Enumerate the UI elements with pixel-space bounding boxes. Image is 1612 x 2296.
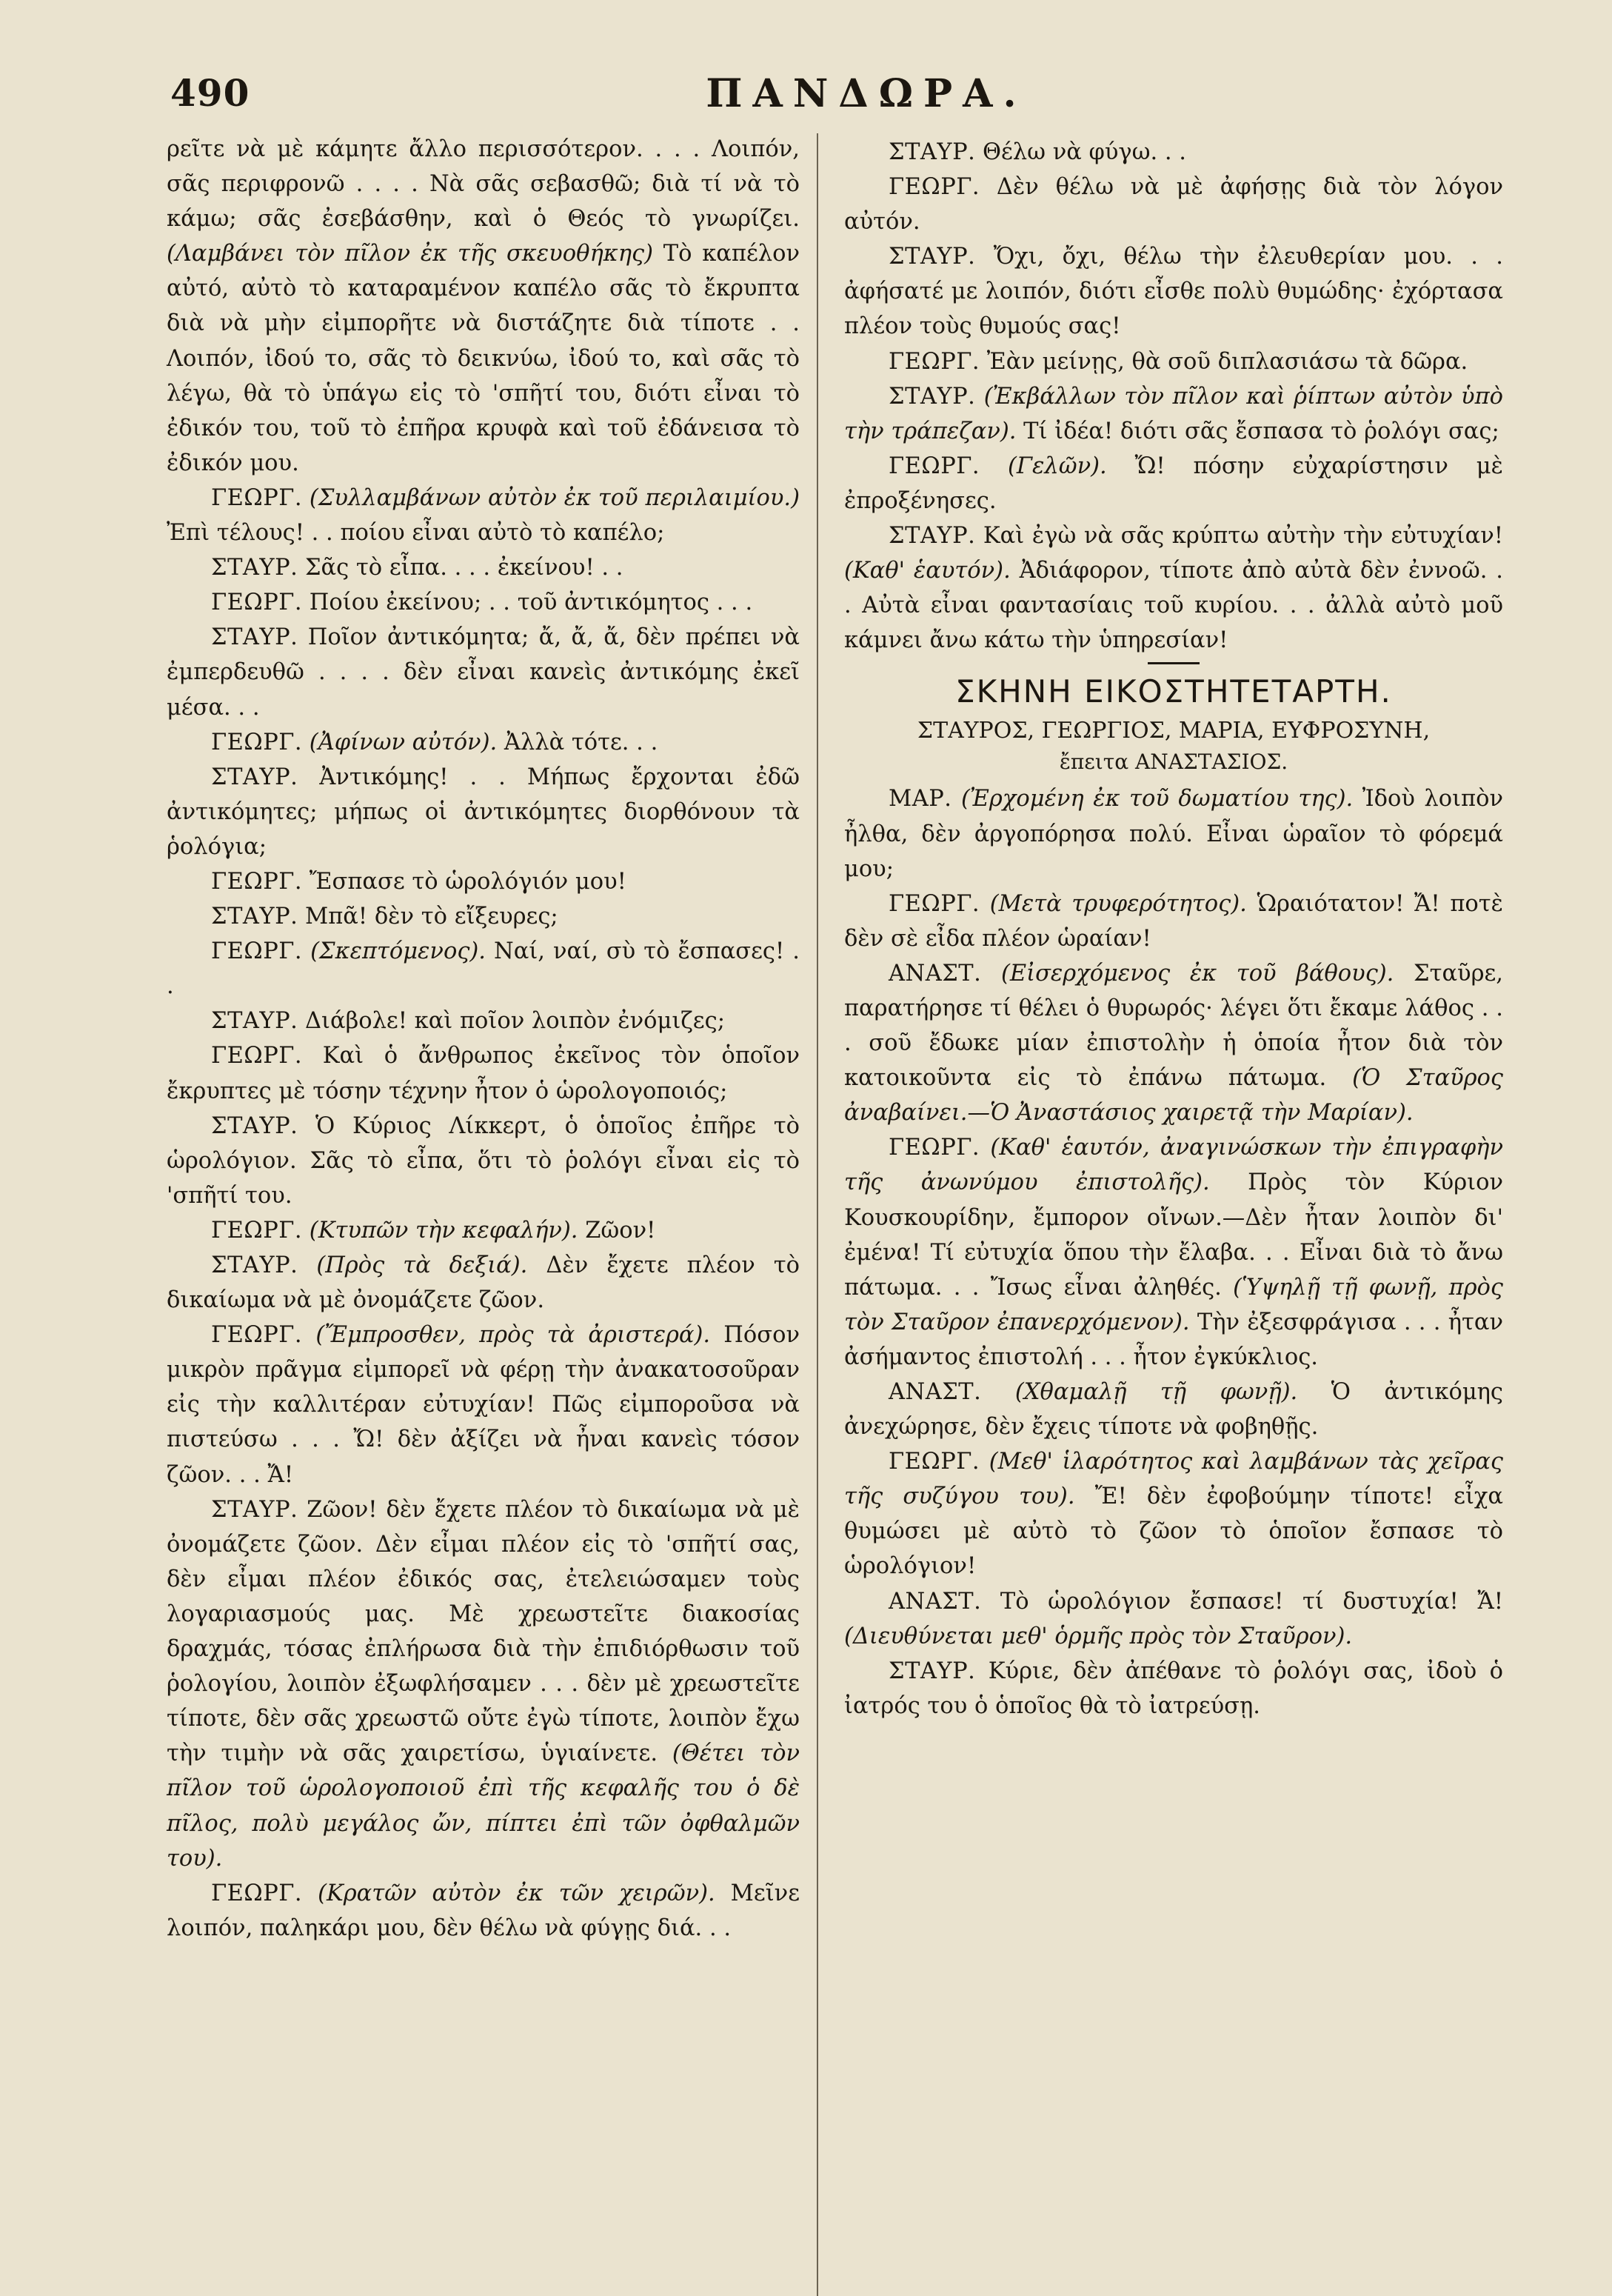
speaker-name: ΣΤΑΥΡ. <box>211 555 298 581</box>
dialogue-text: Κύριε, δὲν ἀπέθανε τὸ ῥολόγι σας, ἰδοὺ ὁ ἰατρός του ὁ ὁποῖος θὰ τὸ ἰατρεύσῃ. <box>844 1658 1503 1719</box>
right-column <box>844 135 1503 1723</box>
speaker-name: ΑΝΑΣΤ. <box>889 1379 982 1405</box>
dialogue-paragraph <box>167 934 800 1004</box>
dialogue-text: Ἀντικόμης! . . Μήπως ἔρχονται ἐδῶ ἀντικόμητες; μήπως οἱ ἀντικόμητες διορθόνουν τὰ ῥολόγια; <box>167 764 800 860</box>
dialogue-text: Ἐπὶ τέλους! . . ποίου εἶναι αὐτὸ τὸ καπέλο; <box>167 520 665 547</box>
dialogue-text: Καὶ ὁ ἄνθρωπος ἐκεῖνος τὸν ὁποῖον ἔκρυπτες μὲ τόσην τέχνην ἦτον ὁ ὡρολογοποιός; <box>167 1043 800 1104</box>
dialogue-text: Ποίου ἐκείνου; . . τοῦ ἀντικόμητος . . . <box>302 590 753 616</box>
dialogue-text <box>980 891 990 917</box>
speaker-name: ΣΤΑΥΡ. <box>211 904 298 930</box>
speaker-name: ΑΝΑΣΤ. <box>889 960 982 987</box>
stage-direction: (Μετὰ τρυφερότητος). <box>989 890 1247 917</box>
stage-direction: (Ἐρχομένη ἐκ τοῦ δωματίου της). <box>961 786 1354 812</box>
dialogue-text: Θέλω νὰ φύγω. . . <box>975 139 1186 165</box>
speaker-name: ΓΕΩΡΓ. <box>211 729 303 755</box>
speaker-name: ΓΕΩΡΓ. <box>889 1449 980 1475</box>
dialogue-text: Τί ἰδέα! διότι σᾶς ἔσπασα τὸ ῥολόγι σας; <box>1016 418 1499 444</box>
speaker-name: ΓΕΩΡΓ. <box>889 174 980 201</box>
left-column <box>167 132 800 1946</box>
dialogue-paragraph <box>844 1654 1503 1723</box>
dialogue-text: Τὸ ὡρολόγιον ἔσπασε! τί δυστυχία! Ἄ! <box>981 1588 1503 1615</box>
speaker-name: ΣΤΑΥΡ. <box>889 1658 976 1684</box>
dialogue-text: Ἀλλὰ τότε. . . <box>497 729 658 755</box>
dialogue-paragraph <box>844 1584 1503 1654</box>
running-title: ΠΑΝΔΩΡΑ. <box>706 71 1027 116</box>
dialogue-text: Δὲν ἔχετε πλέον τὸ δικαίωμα νὰ μὲ ὀνομάζετε ζῶον. <box>167 1252 800 1314</box>
speaker-name: ΓΕΩΡΓ. <box>211 868 303 895</box>
dialogue-text <box>302 730 310 755</box>
dialogue-paragraph <box>167 620 800 724</box>
dialogue-text <box>981 1379 1015 1405</box>
stage-direction: (Συλλαμβάνων αὐτὸν ἐκ τοῦ περιλαιμίου.) <box>309 484 800 511</box>
dialogue-text <box>302 485 310 511</box>
dialogue-text: Ὡραιότατον! Ἄ! ποτὲ δὲν σὲ εἶδα πλέον ὡραίαν! <box>844 890 1503 952</box>
dialogue-paragraph <box>844 344 1503 379</box>
speaker-name: ΜΑΡ. <box>889 786 952 812</box>
dialogue-paragraph <box>167 132 800 481</box>
speaker-name: ΣΤΑΥΡ. <box>211 624 298 651</box>
dialogue-paragraph <box>844 449 1503 518</box>
dialogue-paragraph <box>844 887 1503 956</box>
speaker-name: ΣΤΑΥΡ. <box>889 383 976 410</box>
scene-cast: ΣΤΑΥΡΟΣ, ΓΕΩΡΓΙΟΣ, ΜΑΡΙΑ, ΕΥΦΡΟΣΥΝΗ, <box>917 718 1431 744</box>
dialogue-paragraph <box>844 1130 1503 1375</box>
stage-direction: (Κτυπῶν τὴν κεφαλήν). <box>309 1217 578 1244</box>
speaker-name: ΓΕΩΡΓ. <box>211 938 303 965</box>
scene-cast-after: ἔπειτα ΑΝΑΣΤΑΣΙΟΣ. <box>1059 750 1288 775</box>
dialogue-text: Ποῖον ἀντικόμητα; ἄ, ἄ, ἄ, δὲν πρέπει νὰ ἐμπερδευθῶ . . . . δὲν εἶναι κανεὶς ἀντικόμης ἐκεῖ μέσα. . . <box>167 624 800 721</box>
dialogue-text <box>302 1218 310 1244</box>
dialogue-text <box>298 1252 316 1278</box>
dialogue-text <box>302 1880 318 1906</box>
speaker-name: ΓΕΩΡΓ. <box>211 1880 303 1906</box>
dialogue-paragraph <box>167 864 800 899</box>
dialogue-paragraph <box>844 135 1503 170</box>
speaker-name: ΓΕΩΡΓ. <box>889 890 980 917</box>
dialogue-paragraph <box>167 1318 800 1492</box>
dialogue-paragraph <box>167 760 800 864</box>
speaker-name: ΣΤΑΥΡ. <box>889 139 976 165</box>
dialogue-text: Πρὸς τὸν Κύριον Κουσκουρίδην, ἔμπορον οἴνων.—Δὲν ἦταν λοιπὸν δι' ἐμένα! Τί εὐτυχία ὅπου τὴν ἔλαβα. . . Εἶναι διὰ τὸ ἄνω πάτωμα. . . Ἴσως εἶναι ἀληθές. <box>844 1169 1503 1301</box>
stage-direction: (Ὁ Σταῦρος ἀναβαίνει.—Ὁ Ἀναστάσιος χαιρετᾷ τὴν Μαρίαν). <box>844 1065 1503 1127</box>
dialogue-text <box>980 1449 989 1475</box>
dialogue-text <box>981 961 1001 987</box>
dialogue-paragraph <box>844 170 1503 239</box>
stage-direction: (Λαμβάνει τὸν πῖλον ἐκ τῆς σκευοθήκης) <box>167 241 653 267</box>
dialogue-text <box>975 384 983 410</box>
dialogue-text: Μεῖνε λοιπόν, παληκάρι μου, δὲν θέλω νὰ φύγῃς διά. . . <box>167 1880 800 1941</box>
dialogue-paragraph <box>167 1248 800 1318</box>
dialogue-text: Σταῦρε, παρατήρησε τί θέλει ὁ θυρωρός· λέγει ὅτι ἔκαμε λάθος . . . σοῦ ἔδωκε μίαν ἐπιστολὴν ἡ ὁποία ἦτον διὰ τὸν κατοικοῦντα εἰς τὸ ἐπάνω πάτωμα. <box>844 960 1504 1092</box>
speaker-name: ΣΤΑΥΡ. <box>889 244 976 270</box>
speaker-name: ΓΕΩΡΓ. <box>889 453 980 479</box>
stage-direction: (Θέτει τὸν πῖλον τοῦ ὡρολογοποιοῦ ἐπὶ τῆς κεφαλῆς του ὁ δὲ πῖλος, πολὺ μεγάλος ὤν, πίπτει ἐπὶ τῶν ὀφθαλμῶν του). <box>167 1741 800 1872</box>
stage-direction: (Ὑψηλῇ τῇ φωνῇ, πρὸς τὸν Σταῦρον ἐπανερχόμενον). <box>844 1274 1504 1335</box>
speaker-name: ΣΤΑΥΡ. <box>211 1008 298 1035</box>
stage-direction: (Ἀφίνων αὐτόν). <box>309 729 498 755</box>
speaker-name: ΓΕΩΡΓ. <box>211 1322 303 1349</box>
stage-direction: (Ἔμπροσθεν, πρὸς τὰ ἀριστερά). <box>315 1322 711 1349</box>
dialogue-paragraph <box>167 1038 800 1108</box>
dialogue-paragraph <box>167 725 800 760</box>
dialogue-paragraph <box>167 1109 800 1213</box>
dialogue-text: Ναί, ναί, σὺ τὸ ἔσπασες! . . <box>167 938 800 1000</box>
dialogue-text: Τὸ καπέλον αὐτό, αὐτὸ τὸ καταραμένον καπέλο σᾶς τὸ ἔκρυπτα διὰ νὰ μὴν εἰμπορῆτε νὰ διστάζητε διὰ τίποτε . . Λοιπόν, ἰδού το, σᾶς τὸ δεικνύω, ἰδού το, καὶ σᾶς τὸ λέγω, θὰ τὸ ὑπάγω εἰς τὸ 'σπῆτί του, διότι εἶναι τὸ ἐδικόν του, τοῦ τὸ ἐπῆρα κρυφὰ καὶ τοῦ ἐδάνεισα τὸ ἐδικόν μου. <box>167 241 800 476</box>
dialogue-paragraph <box>167 1004 800 1038</box>
speaker-name: ΣΤΑΥΡ. <box>889 523 976 550</box>
dialogue-text: Ὁ ἀντικόμης ἀνεχώρησε, δὲν ἔχεις τίποτε νὰ φοβηθῇς. <box>844 1379 1503 1441</box>
dialogue-text: Πόσον μικρὸν πρᾶγμα εἰμπορεῖ νὰ φέρῃ τὴν ἀνακατοσοῦραν εἰς τὴν καλλιτέραν εὐτυχίαν! Πῶς εἰμποροῦσα νὰ πιστεύσω . . . Ὤ! δὲν ἀξίζει νὰ ἦναι κανεὶς τόσον ζῶον. . . Ἄ! <box>167 1322 800 1488</box>
dialogue-paragraph <box>844 1375 1503 1444</box>
dialogue-paragraph <box>167 1492 800 1876</box>
right-column-dialogue-bottom <box>844 781 1503 1723</box>
dialogue-text <box>302 1322 315 1348</box>
speaker-name: ΓΕΩΡΓ. <box>211 590 303 616</box>
dialogue-text: Σᾶς τὸ εἶπα. . . . ἐκείνου! . . <box>298 555 623 581</box>
stage-direction: (Μεθ' ἱλαρότητος καὶ λαμβάνων τὰς χεῖρας τῆς συζύγου του). <box>844 1449 1503 1510</box>
dialogue-text: Ζῶον! <box>578 1217 656 1244</box>
stage-direction: (Καθ' ἑαυτόν). <box>844 558 1011 584</box>
speaker-name: ΓΕΩΡΓ. <box>889 348 980 375</box>
dialogue-text <box>952 786 961 812</box>
stage-direction: (Πρὸς τὰ δεξιά). <box>316 1252 528 1278</box>
dialogue-text: Δὲν θέλω νὰ μὲ ἀφήσῃς διὰ τὸν λόγον αὐτόν. <box>844 174 1503 236</box>
dialogue-paragraph <box>167 550 800 585</box>
dialogue-text: Ἔ! δὲν ἐφοβούμην τίποτε! εἶχα θυμώσει μὲ αὐτὸ τὸ ζῶον τὸ ὁποῖον ἔσπασε τὸ ὡρολόγιον! <box>844 1484 1503 1580</box>
speaker-name: ΣΤΑΥΡ. <box>211 764 298 790</box>
dialogue-paragraph <box>844 1444 1503 1583</box>
stage-direction: (Εἰσερχόμενος ἐκ τοῦ βάθους). <box>1000 960 1394 987</box>
section-rule <box>1148 662 1200 664</box>
dialogue-paragraph <box>844 379 1503 449</box>
dialogue-paragraph <box>844 518 1503 658</box>
stage-direction: (Καθ' ἑαυτόν, ἀναγινώσκων τὴν ἐπιγραφὴν τῆς ἀνωνύμου ἐπιστολῆς). <box>844 1135 1503 1196</box>
speaker-name: ΣΤΑΥΡ. <box>211 1496 298 1523</box>
dialogue-text: Καὶ ἐγὼ νὰ σᾶς κρύπτω αὐτὴν τὴν εὐτυχίαν! <box>975 523 1503 550</box>
dialogue-text: Μπᾶ! δὲν τὸ εἴξευρες; <box>298 904 558 930</box>
dialogue-paragraph <box>167 481 800 550</box>
column-divider <box>817 133 818 2296</box>
speaker-name: ΓΕΩΡΓ. <box>211 1043 303 1069</box>
stage-direction: (Σκεπτόμενος). <box>310 938 486 965</box>
dialogue-text <box>302 938 310 964</box>
stage-direction: (Χθαμαλῇ τῇ φωνῇ). <box>1014 1379 1298 1405</box>
dialogue-text: Ἰδοὺ λοιπὸν ἦλθα, δὲν ἀργοπόρησα πολύ. Εἶναι ὡραῖον τὸ φόρεμά μου; <box>844 786 1503 882</box>
speaker-name: ΣΤΑΥΡ. <box>211 1112 298 1139</box>
dialogue-text <box>980 1135 990 1161</box>
dialogue-text: Ὁ Κύριος Λίκκερτ, ὁ ὁποῖος ἐπῆρε τὸ ὡρολόγιον. Σᾶς τὸ εἶπα, ὅτι τὸ ῥολόγι εἶναι εἰς τὸ 'σπῆτί του. <box>167 1112 800 1209</box>
dialogue-paragraph <box>167 1213 800 1248</box>
stage-direction: (Γελῶν). <box>1007 453 1107 479</box>
dialogue-text: Διάβολε! καὶ ποῖον λοιπὸν ἐνόμιζες; <box>298 1008 725 1035</box>
dialogue-text: Ἐὰν μείνῃς, θὰ σοῦ διπλασιάσω τὰ δῶρα. <box>980 348 1468 375</box>
speaker-name: ΓΕΩΡΓ. <box>889 1135 980 1161</box>
dialogue-text: Ζῶον! δὲν ἔχετε πλέον τὸ δικαίωμα νὰ μὲ ὀνομάζετε ζῶον. Δὲν εἶμαι πλέον εἰς τὸ 'σπῆτί σας, δὲν εἶμαι πλέον ἐδικός σας, ἐτελειώσαμεν τοὺς λογαριασμούς μας. Μὲ χρεωστεῖτε διακοσίας δραχμάς, τόσας ἐπλήρωσα διὰ τὴν ἐπιδιόρθωσιν τοῦ ῥολογίου, λοιπὸν ἐξωφλήσαμεν . . . δὲν μὲ χρεωστεῖτε τίποτε, δὲν σᾶς χρεωστῶ οὔτε ἐγὼ τίποτε, λοιπὸν ἔχω τὴν τιμὴν νὰ σᾶς χαιρετίσω, ὑγιαίνετε. <box>167 1496 800 1767</box>
dialogue-text: Τὴν ἐξεσφράγισα . . . ἦταν ἀσήμαντος ἐπιστολή . . . ἦτον ἐγκύκλιος. <box>844 1309 1503 1370</box>
stage-direction: (Ἐκβάλλων τὸν πῖλον καὶ ῥίπτων αὐτὸν ὑπὸ τὴν τράπεζαν). <box>844 383 1503 444</box>
dialogue-text: Ὤ! πόσην εὐχαρίστησιν μὲ ἐπροξένησες. <box>844 453 1503 514</box>
dialogue-text <box>980 453 1008 479</box>
dialogue-paragraph <box>844 956 1503 1130</box>
scene-title: ΣΚΗΝΗ ΕΙΚΟΣΤΗΤΕΤΑΡΤΗ. <box>955 673 1392 710</box>
stage-direction: (Διευθύνεται μεθ' ὁρμῆς πρὸς τὸν Σταῦρον). <box>844 1623 1353 1649</box>
page-header <box>170 71 1562 123</box>
speaker-name: ΓΕΩΡΓ. <box>211 484 303 511</box>
dialogue-text: ρεῖτε νὰ μὲ κάμητε ἄλλο περισσότερον. . . . Λοιπόν, σᾶς περιφρονῶ . . . . Νὰ σᾶς σεβασθῶ; διὰ τί νὰ τὸ κάμω; σᾶς ἐσεβάσθην, καὶ ὁ Θεός τὸ γνωρίζει. <box>167 136 800 233</box>
page-number: 490 <box>170 71 250 115</box>
dialogue-paragraph <box>167 899 800 934</box>
dialogue-text: Ἀδιάφορον, τίποτε ἀπὸ αὐτὰ δὲν ἐννοῶ. . . Αὐτὰ εἶναι φαντασίαις τοῦ κυρίου. . . ἀλλὰ αὐτὸ μοῦ κάμνει ἄνω κάτω τὴν ὑπηρεσίαν! <box>844 558 1503 654</box>
dialogue-text: Ἔσπασε τὸ ὡρολόγιόν μου! <box>302 868 626 895</box>
speaker-name: ΑΝΑΣΤ. <box>889 1588 982 1615</box>
dialogue-paragraph <box>167 1876 800 1946</box>
dialogue-paragraph <box>844 239 1503 344</box>
right-column-dialogue-top <box>844 135 1503 658</box>
dialogue-text: Ὄχι, ὄχι, θέλω τὴν ἐλευθερίαν μου. . . ἀφήσατέ με λοιπόν, διότι εἶσθε πολὺ θυμώδης· ἐχόρτασα πλέον τοὺς θυμούς σας! <box>844 244 1503 340</box>
speaker-name: ΓΕΩΡΓ. <box>211 1217 303 1244</box>
dialogue-paragraph <box>844 781 1503 886</box>
speaker-name: ΣΤΑΥΡ. <box>211 1252 298 1278</box>
dialogue-paragraph <box>167 585 800 620</box>
stage-direction: (Κρατῶν αὐτὸν ἐκ τῶν χειρῶν). <box>318 1880 715 1906</box>
